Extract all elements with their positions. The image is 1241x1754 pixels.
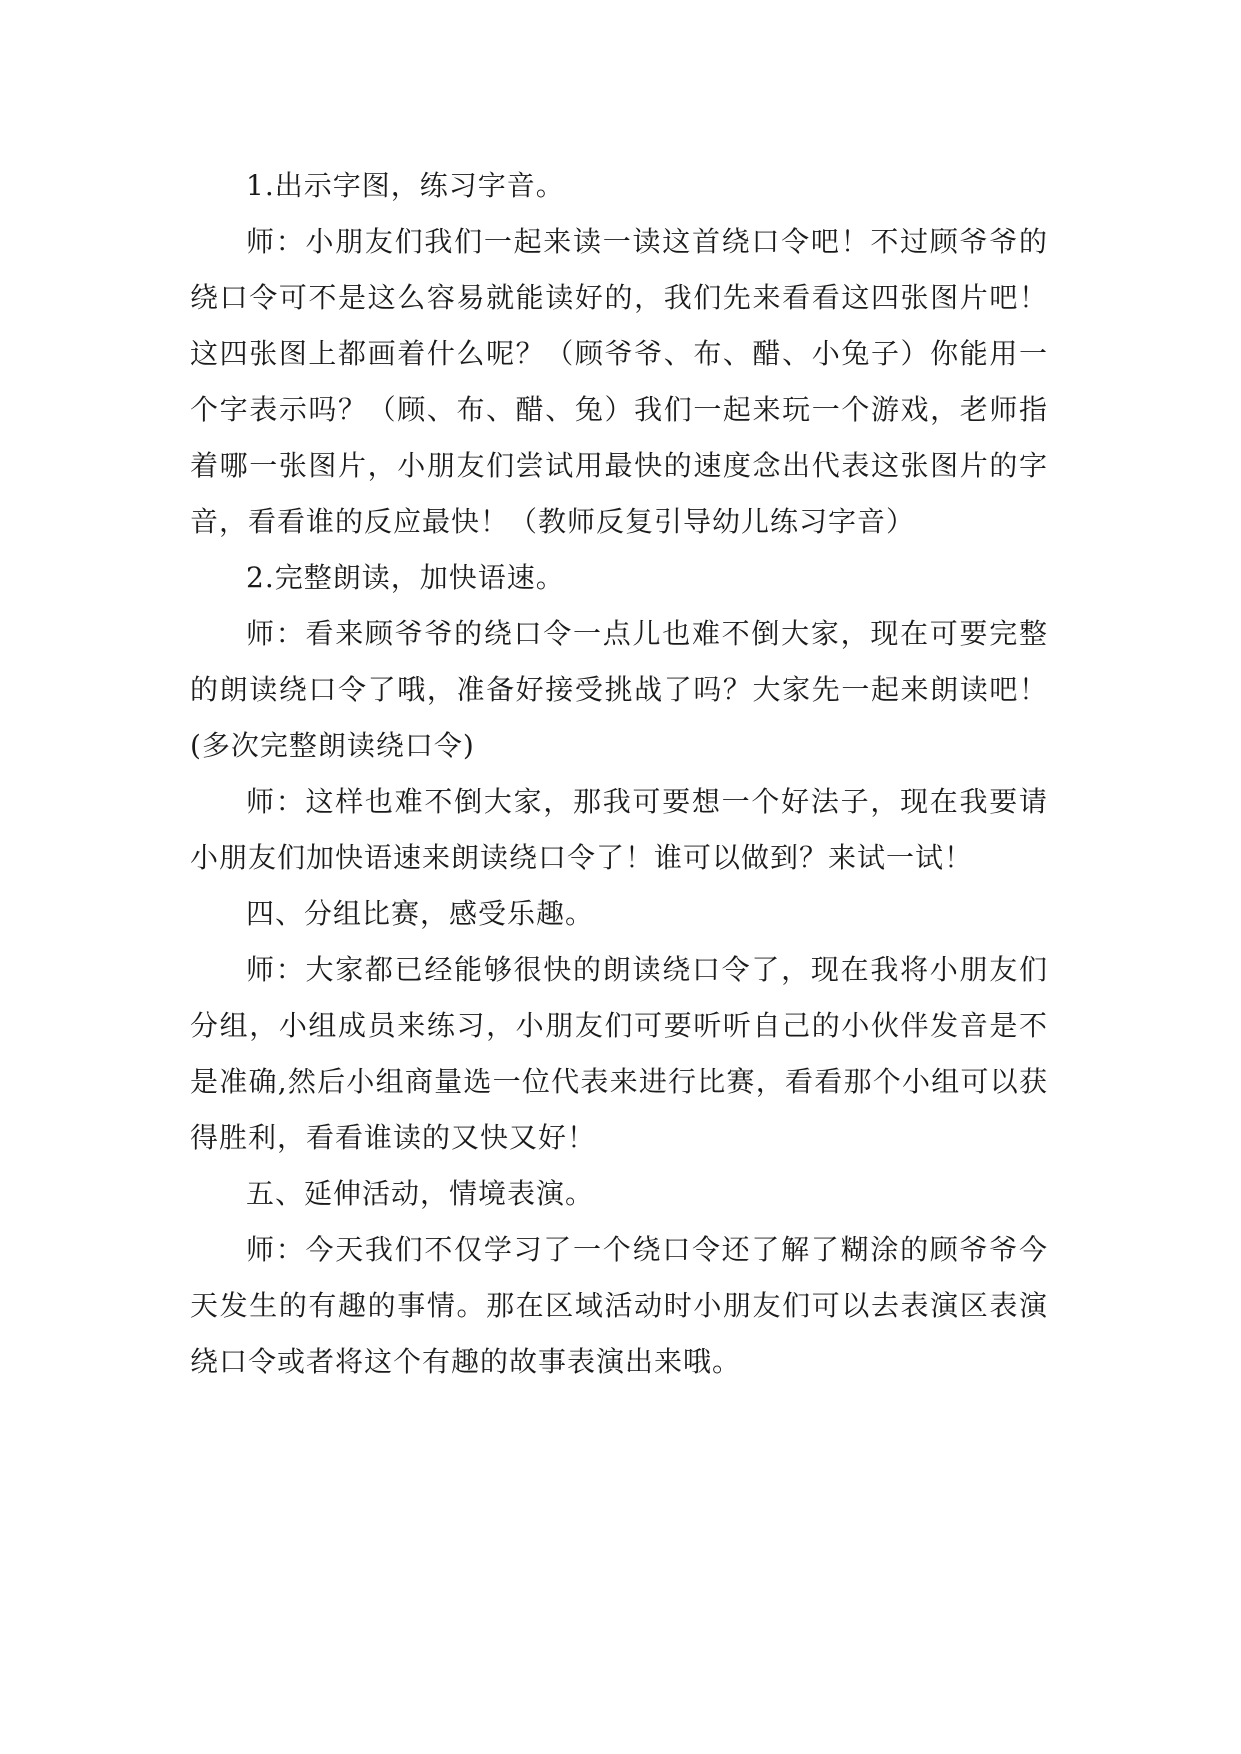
section-heading-show-pictures: 1.出示字图，练习字音。 — [246, 169, 565, 202]
paragraph-teacher-picture-game: 师：小朋友们我们一起来读一读这首绕口令吧！不过顾爷爷的绕口令可不是这么容易就能读好的，我们先来看看这四张图片吧！这四张图上都画着什么呢？（顾爷爷、布、醋、小兔子）你能用一个字表示吗？（顾、布、醋、兔）我们一起来玩一个游戏，老师指着哪一张图片，小朋友们尝试用最快的速度念出代表这张图片的字音，看看谁的反应最快！（教师反复引导幼儿练习字音） — [190, 225, 1048, 538]
paragraph-teacher-group-competition: 师：大家都已经能够很快的朗读绕口令了，现在我将小朋友们分组，小组成员来练习，小朋友们可要听听自己的小伙伴发音是不是准确,然后小组商量选一位代表来进行比赛，看看那个小组可以获得胜利，看看谁读的又快又好！ — [190, 953, 1048, 1154]
section-heading-extension-activity: 五、延伸活动，情境表演。 — [246, 1177, 595, 1210]
paragraph-teacher-speed-reading: 师：这样也难不倒大家，那我可要想一个好法子，现在我要请小朋友们加快语速来朗读绕口令了！谁可以做到？来试一试！ — [190, 785, 1048, 874]
paragraph-teacher-extension-activity: 师：今天我们不仅学习了一个绕口令还了解了糊涂的顾爷爷今天发生的有趣的事情。那在区域活动时小朋友们可以去表演区表演绕口令或者将这个有趣的故事表演出来哦。 — [190, 1233, 1048, 1378]
paragraph-teacher-full-reading: 师：看来顾爷爷的绕口令一点儿也难不倒大家，现在可要完整的朗读绕口令了哦，准备好接受挑战了吗？大家先一起来朗读吧！(多次完整朗读绕口令) — [190, 617, 1048, 762]
document-body — [190, 158, 1048, 1390]
section-heading-group-competition: 四、分组比赛，感受乐趣。 — [246, 897, 595, 930]
section-heading-full-reading: 2.完整朗读，加快语速。 — [246, 561, 565, 594]
